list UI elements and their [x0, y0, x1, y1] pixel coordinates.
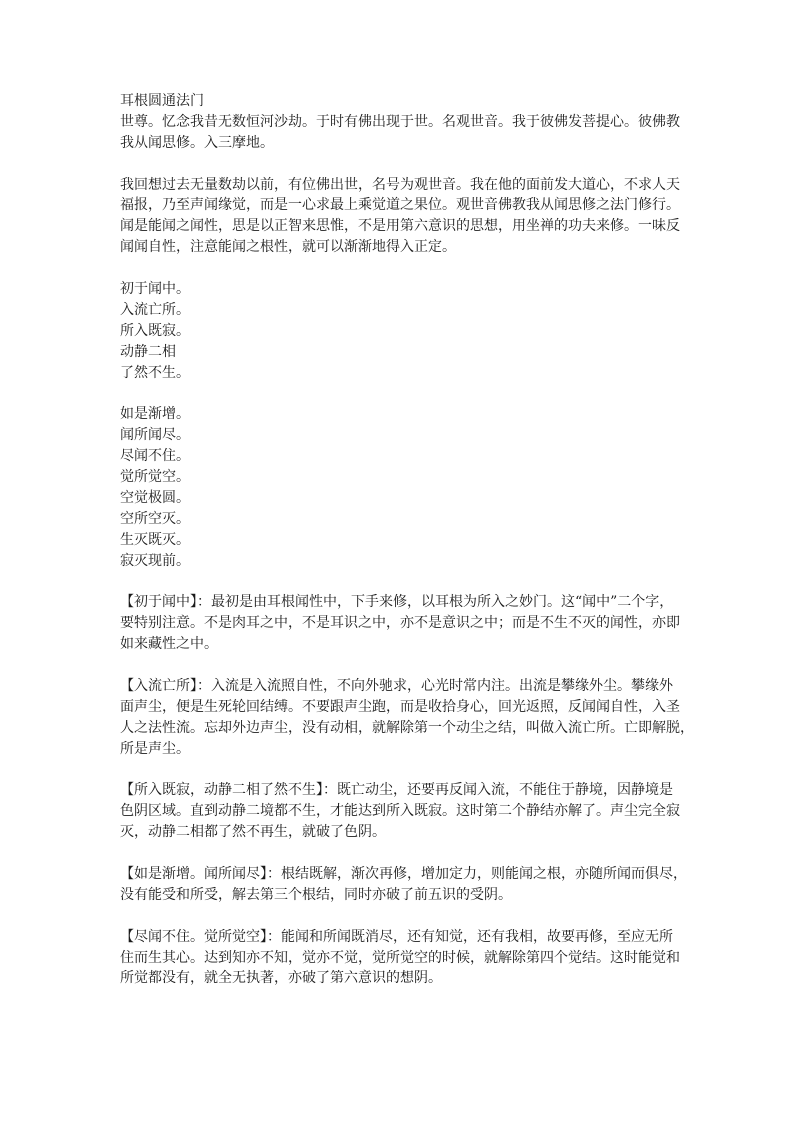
verse-line: 闻所闻尽。: [120, 427, 190, 444]
verse-line: 尽闻不住。: [120, 448, 190, 465]
sutra-line: 世尊。忆念我昔无数恒河沙劫。于时有佛出现于世。名观世音。我于彼佛发菩提心。彼佛教: [120, 113, 680, 130]
commentary-line: 住而生其心。达到知亦不知，觉亦不觉，觉所觉空的时候，就解除第四个觉结。这时能觉和: [120, 949, 680, 966]
commentary-line: 灭，动静二相都了然不再生，就破了色阴。: [120, 824, 386, 841]
verse-line: 初于闻中。: [120, 281, 190, 298]
commentary-line: 色阴区域。直到动静二境都不生，才能达到所入既寂。这时第二个静结亦解了。声尘完全寂: [120, 803, 680, 820]
explanation-line: 闻是能闻之闻性，思是以正智来思惟，不是用第六意识的思想，用坐禅的功夫来修。一味反: [120, 218, 680, 235]
verse-line: 空所空灭。: [120, 510, 190, 527]
commentary-line: 【尽闻不住。觉所觉空】：能闻和所闻既消尽，还有知觉，还有我相，故要再修，至应无所: [120, 928, 673, 945]
paragraph-gap: [120, 843, 680, 864]
verse-block-2: [120, 404, 680, 571]
commentary-line: 【所入既寂，动静二相了然不生】：既亡动尘，还要再反闻入流，不能住于静境，因静境是: [120, 782, 673, 799]
commentary-line: 所觉都没有，就全无执著，亦破了第六意识的想阴。: [120, 970, 442, 987]
explanation-line: 福报，乃至声闻缘觉，而是一心求最上乘觉道之果位。观世音佛教我从闻思修之法门修行。: [120, 197, 680, 214]
verse-line: 了然不生。: [120, 364, 190, 381]
paragraph-gap: [120, 258, 680, 279]
commentary-line: 面声尘，便是生死轮回结缚。不要跟声尘跑，而是收拾身心，回光返照，反闻闻自性，入圣: [120, 698, 680, 715]
commentary-5: [120, 927, 680, 990]
verse-line: 觉所觉空。: [120, 469, 190, 486]
commentary-3: [120, 780, 680, 843]
paragraph-gap: [120, 383, 680, 404]
paragraph-gap: [120, 655, 680, 676]
sutra-line: 我从闻思修。入三摩地。: [120, 134, 274, 151]
commentary-line: 【初于闻中】：最初是由耳根闻性中，下手来修，以耳根为所入之妙门。这“闻中”二个字，: [120, 594, 674, 611]
verse-line: 入流亡所。: [120, 301, 190, 318]
commentary-4: [120, 864, 687, 906]
commentary-line: 人之法性流。忘却外边声尘，没有动相，就解除第一个动尘之结，叫做入流亡所。亡即解脱，: [120, 719, 694, 736]
paragraph-gap: [120, 154, 680, 175]
commentary-line: 要特别注意。不是肉耳之中，不是耳识之中，亦不是意识之中；而是不生不灭的闻性，亦即: [120, 615, 680, 632]
paragraph-gap: [120, 571, 680, 592]
commentary-1: [120, 592, 680, 655]
commentary-line: 所是声尘。: [120, 740, 190, 757]
commentary-2: [120, 676, 694, 760]
verse-line: 所入既寂。: [120, 322, 190, 339]
commentary-line: 【如是渐增。闻所闻尽】：根结既解，渐次再修，增加定力，则能闻之根，亦随所闻而俱尽，: [120, 865, 687, 882]
commentary-line: 没有能受和所受，解去第三个根结，同时亦破了前五识的受阴。: [120, 886, 512, 903]
explanation-line: 闻闻自性，注意能闻之根性，就可以渐渐地得入正定。: [120, 239, 456, 256]
commentary-line: 如来藏性之中。: [120, 636, 218, 653]
explanation-paragraph: [120, 175, 680, 259]
explanation-line: 我回想过去无量数劫以前，有位佛出世，名号为观世音。我在他的面前发大道心，不求人天: [120, 176, 680, 193]
verse-line: 动静二相: [120, 343, 176, 360]
verse-line: 寂灭现前。: [120, 552, 190, 569]
verse-line: 如是渐增。: [120, 406, 190, 423]
commentary-line: 【入流亡所】：入流是入流照自性，不向外驰求，心光时常内注。出流是攀缘外尘。攀缘外: [120, 677, 673, 694]
sutra-paragraph: [120, 112, 680, 154]
paragraph-gap: [120, 906, 680, 927]
document-title: 耳根圆通法门: [120, 93, 204, 109]
verse-line: 生灭既灭。: [120, 531, 190, 548]
paragraph-gap: [120, 760, 680, 781]
verse-block-1: [120, 279, 680, 383]
verse-line: 空觉极圆。: [120, 489, 190, 506]
document-page: [120, 91, 694, 989]
